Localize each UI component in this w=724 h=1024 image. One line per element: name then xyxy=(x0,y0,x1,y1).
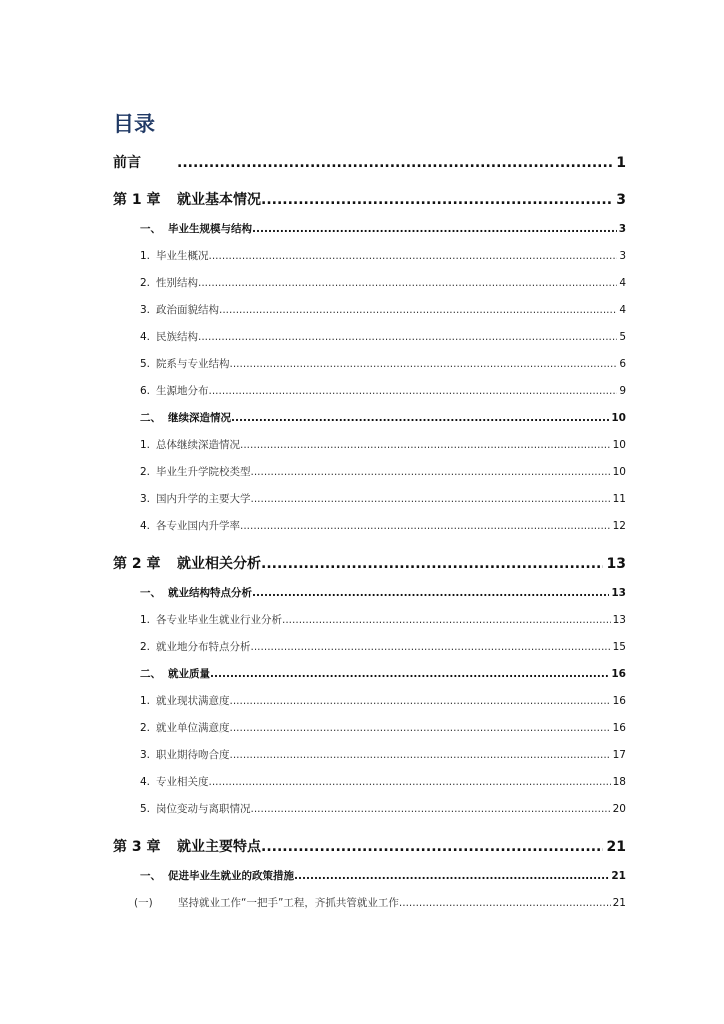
toc-dot-leader xyxy=(251,641,611,653)
toc-entry-number: 3. xyxy=(140,304,151,316)
toc-entry[interactable] xyxy=(140,666,626,682)
toc-dot-leader xyxy=(252,223,617,235)
toc-page-number: 11 xyxy=(612,493,626,505)
toc-entry[interactable] xyxy=(140,410,626,426)
toc-page-number: 18 xyxy=(612,776,626,788)
toc-entry-title: 院系与专业结构 xyxy=(156,358,230,370)
toc-page-number: 13 xyxy=(611,587,626,599)
toc-entry-title: 继续深造情况 xyxy=(168,412,231,424)
toc-entry-number: 1. xyxy=(140,695,151,707)
toc-entry-title: 就业地分布特点分析 xyxy=(156,641,251,653)
toc-page-number: 16 xyxy=(612,722,626,734)
toc-entry[interactable] xyxy=(140,275,626,291)
toc-entry[interactable] xyxy=(140,491,626,507)
toc-entry-number: 6. xyxy=(140,385,151,397)
toc-page-number: 21 xyxy=(606,839,626,855)
toc-entry-title: 就业单位满意度 xyxy=(156,722,230,734)
toc-entry-title: 各专业国内升学率 xyxy=(156,520,240,532)
toc-entry[interactable] xyxy=(140,585,626,601)
toc-dot-leader xyxy=(251,493,611,505)
toc-entry-number: 1. xyxy=(140,614,151,626)
toc-entry-number: 3. xyxy=(140,749,151,761)
toc-dot-leader xyxy=(198,277,617,289)
toc-entry-number: 前言 xyxy=(113,155,141,171)
toc-entry-title: 就业基本情况 xyxy=(177,192,261,208)
toc-entry-number: 一、 xyxy=(140,587,161,599)
toc-entry-number: 第 2 章 xyxy=(113,556,161,572)
toc-page-number: 6 xyxy=(619,358,626,370)
toc-entry[interactable] xyxy=(140,464,626,480)
toc-dot-leader xyxy=(230,358,618,370)
toc-entry-number: 2. xyxy=(140,466,151,478)
toc-entry[interactable] xyxy=(113,189,626,211)
toc-dot-leader xyxy=(261,192,612,208)
toc-entry-title: 岗位变动与离职情况 xyxy=(156,803,251,815)
toc-entry[interactable] xyxy=(140,302,626,318)
toc-dot-leader xyxy=(209,776,611,788)
toc-page-number: 16 xyxy=(612,695,626,707)
toc-dot-leader xyxy=(261,839,603,855)
toc-page-number: 9 xyxy=(619,385,626,397)
toc-page-number: 4 xyxy=(619,304,626,316)
toc-entry[interactable] xyxy=(140,720,626,736)
toc-entry-title: 毕业生规模与结构 xyxy=(168,223,252,235)
toc-dot-leader xyxy=(251,803,611,815)
toc-page-number: 17 xyxy=(612,749,626,761)
toc-dot-leader xyxy=(261,556,603,572)
toc-page-number: 16 xyxy=(611,668,626,680)
toc-dot-leader xyxy=(230,722,611,734)
toc-entry-number: 4. xyxy=(140,776,151,788)
toc-entry-title: 各专业毕业生就业行业分析 xyxy=(156,614,282,626)
toc-dot-leader xyxy=(230,695,611,707)
toc-entry-title: 就业相关分析 xyxy=(177,556,261,572)
toc-page-number: 10 xyxy=(612,439,626,451)
toc-entry-title: 坚持就业工作“一把手”工程，齐抓共管就业工作 xyxy=(178,897,399,909)
toc-entry[interactable] xyxy=(113,553,626,575)
toc-dot-leader xyxy=(240,439,611,451)
toc-entry-title: 毕业生升学院校类型 xyxy=(156,466,251,478)
toc-entry-number: 4. xyxy=(140,520,151,532)
toc-entry-title: 就业主要特点 xyxy=(177,839,261,855)
toc-page-number: 3 xyxy=(619,250,626,262)
toc-entry[interactable] xyxy=(140,383,626,399)
toc-entry-title: 就业现状满意度 xyxy=(156,695,230,707)
toc-entry-title: 性别结构 xyxy=(156,277,198,289)
toc-dot-leader xyxy=(177,155,612,171)
toc-dot-leader xyxy=(209,250,618,262)
toc-entry-number: 2. xyxy=(140,277,151,289)
toc-entry-number: 第 1 章 xyxy=(113,192,161,208)
toc-page-number: 4 xyxy=(619,277,626,289)
toc-entry-title: 民族结构 xyxy=(156,331,198,343)
toc-entry-title: 国内升学的主要大学 xyxy=(156,493,251,505)
toc-page-number: 5 xyxy=(619,331,626,343)
toc-entry-number: 二、 xyxy=(140,668,161,680)
toc-entry[interactable] xyxy=(140,518,626,534)
toc-entry-number: 一、 xyxy=(140,870,161,882)
toc-entry-title: 促进毕业生就业的政策措施 xyxy=(168,870,294,882)
toc-page-number: 21 xyxy=(611,870,626,882)
toc-entry[interactable] xyxy=(134,895,626,911)
toc-entry[interactable] xyxy=(140,437,626,453)
toc-page-number: 3 xyxy=(618,223,626,235)
toc-entry[interactable] xyxy=(140,801,626,817)
toc-entry[interactable] xyxy=(140,221,626,237)
toc-entry-number: 第 3 章 xyxy=(113,839,161,855)
toc-dot-leader xyxy=(251,466,611,478)
toc-page-number: 15 xyxy=(612,641,626,653)
toc-entry[interactable] xyxy=(113,152,626,174)
toc-entry[interactable] xyxy=(140,248,626,264)
toc-entry[interactable] xyxy=(140,868,626,884)
toc-dot-leader xyxy=(198,331,617,343)
toc-entry-number: 1. xyxy=(140,250,151,262)
toc-page-number: 10 xyxy=(612,466,626,478)
toc-entry-title: 专业相关度 xyxy=(156,776,209,788)
toc-entry-number: 2. xyxy=(140,722,151,734)
toc-page-number: 13 xyxy=(606,556,626,572)
toc-entry-number: 5. xyxy=(140,803,151,815)
toc-entry-number: (一) xyxy=(134,897,153,909)
toc-entry[interactable] xyxy=(140,639,626,655)
toc-entry-number: 一、 xyxy=(140,223,161,235)
toc-dot-leader xyxy=(282,614,611,626)
toc-dot-leader xyxy=(294,870,609,882)
toc-entry-title: 就业结构特点分析 xyxy=(168,587,252,599)
toc-entry[interactable] xyxy=(140,329,626,345)
toc-dot-leader xyxy=(209,385,618,397)
toc-page-number: 10 xyxy=(611,412,626,424)
toc-entry[interactable] xyxy=(140,356,626,372)
toc-entry-number: 3. xyxy=(140,493,151,505)
toc-dot-leader xyxy=(210,668,609,680)
toc-entry[interactable] xyxy=(140,774,626,790)
toc-entry[interactable] xyxy=(113,836,626,858)
toc-entry-title: 就业质量 xyxy=(168,668,210,680)
toc-entry-title: 职业期待吻合度 xyxy=(156,749,230,761)
toc-page-number: 12 xyxy=(612,520,626,532)
toc-dot-leader xyxy=(252,587,609,599)
toc-page-number: 21 xyxy=(612,897,626,909)
toc-page-number: 3 xyxy=(616,192,626,208)
toc-page-number: 20 xyxy=(612,803,626,815)
toc-entry-title: 总体继续深造情况 xyxy=(156,439,240,451)
toc-entry-number: 1. xyxy=(140,439,151,451)
toc-dot-leader xyxy=(230,749,611,761)
toc-entry-title: 政治面貌结构 xyxy=(156,304,219,316)
toc-dot-leader xyxy=(240,520,611,532)
toc-dot-leader xyxy=(231,412,609,424)
toc-dot-leader xyxy=(399,897,611,909)
toc-entry[interactable] xyxy=(140,747,626,763)
toc-dot-leader xyxy=(219,304,617,316)
toc-entry-number: 二、 xyxy=(140,412,161,424)
page-title: 目录 xyxy=(113,112,155,136)
toc-page-number: 13 xyxy=(612,614,626,626)
toc-entry-number: 5. xyxy=(140,358,151,370)
toc-entry-title: 生源地分布 xyxy=(156,385,209,397)
toc-entry[interactable] xyxy=(140,612,626,628)
toc-entry-number: 4. xyxy=(140,331,151,343)
toc-entry-title: 毕业生概况 xyxy=(156,250,209,262)
toc-entry[interactable] xyxy=(140,693,626,709)
toc-entry-number: 2. xyxy=(140,641,151,653)
toc-page-number: 1 xyxy=(616,155,626,171)
